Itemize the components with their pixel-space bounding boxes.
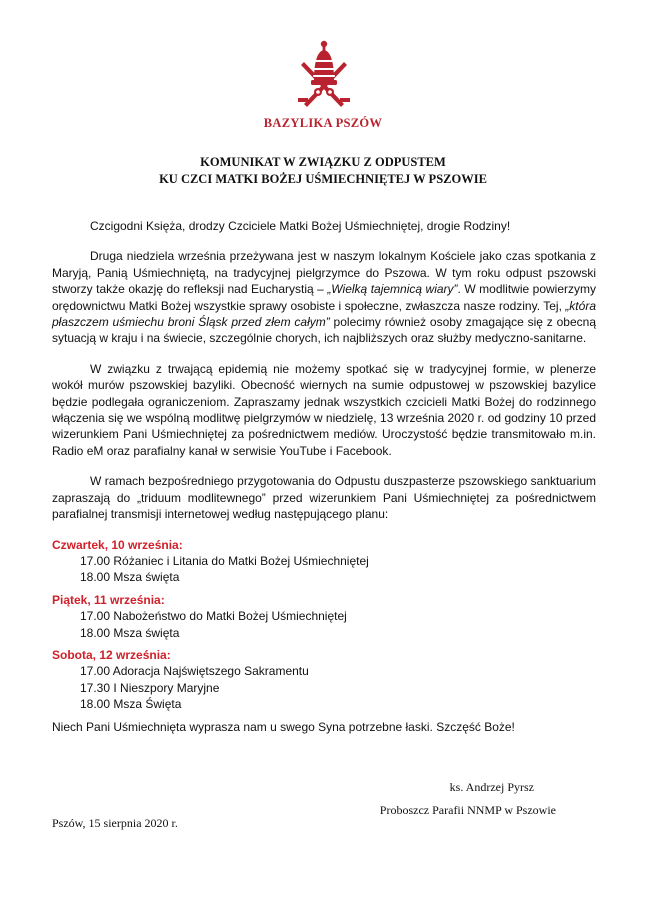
schedule-day-saturday	[52, 647, 596, 713]
place-date: Pszów, 15 sierpnia 2020 r.	[52, 816, 178, 830]
page-title	[0, 154, 646, 188]
schedule-item: 17.00 Nabożeństwo do Matki Bożej Uśmiechniętej	[80, 609, 347, 624]
quote-plaszczem-usmiechu: „która płaszczem uśmiechu broni Śląsk przed złem całym”	[52, 298, 596, 330]
paragraph-1-part-e: polecimy również osoby zmagające się z obecną sytuacją w kraju i na świecie, szczególnie chorych, ich najbliższych oraz służby medyczno-sanitarne.	[52, 315, 596, 346]
signature-role: Proboszcz Parafii NNMP w Pszowie	[379, 803, 556, 817]
paragraph-1-part-a: Druga niedziela września przeżywana jest w naszym lokalnym Kościele jako czas spotkania z Maryją, Panią Uśmiechniętą, na tradycyjnej pielgrzymce do Pszowa. W tym roku odpust pszowski stworzy także okazję do refleksji nad Eucharystią –	[52, 249, 596, 297]
signature-name: ks. Andrzej Pyrsz	[449, 780, 534, 794]
schedule-item: 17.00 Adoracja Najświętszego Sakramentu	[80, 664, 309, 679]
quote-wielka-tajemnica: „Wielką tajemnicą wiary”	[327, 282, 458, 297]
signature-block	[380, 776, 556, 822]
schedule-item: 18.00 Msza święta	[80, 570, 180, 585]
letter-body	[52, 218, 596, 735]
schedule-item: 18.00 Msza Święta	[80, 697, 182, 712]
schedule-day-thursday	[52, 537, 596, 586]
schedule-day-friday	[52, 592, 596, 641]
day-heading: Sobota, 12 września:	[52, 647, 171, 662]
schedule-item: 17.00 Różaniec i Litania do Matki Bożej Uśmiechniętej	[80, 553, 369, 568]
brand-name: BAZYLIKA PSZÓW	[263, 116, 383, 130]
schedule	[52, 537, 596, 713]
paragraph-1	[52, 248, 596, 346]
papal-tiara-keys-emblem-icon	[296, 40, 352, 108]
day-heading: Piątek, 11 września:	[52, 592, 165, 607]
paragraph-3: W ramach bezpośredniego przygotowania do Odpustu duszpasterze pszowskiego sanktuarium zapraszają do „triduum modlitewnego” przed wizerunkiem Pani Uśmiechniętej za pośrednictwem parafialnej transmisji internetowej według następującego planu:	[52, 474, 596, 522]
schedule-item: 18.00 Msza święta	[80, 625, 180, 640]
title-line-2: KU CZCI MATKI BOŻEJ UŚMIECHNIĘTEJ W PSZOWIE	[159, 172, 487, 186]
closing-line: Niech Pani Uśmiechnięta wyprasza nam u swego Syna potrzebne łaski. Szczęść Boże!	[52, 719, 515, 734]
title-line-1: KOMUNIKAT W ZWIĄZKU Z ODPUSTEM	[200, 155, 446, 169]
greeting: Czcigodni Księża, drodzy Czciciele Matki Bożej Uśmiechniętej, drogie Rodziny!	[90, 219, 511, 233]
paragraph-1-part-c: . W modlitwie powierzymy orędownictwu Matki Bożej wszystkie sprawy osobiste i społeczne, zwłaszcza nasze rodziny. Tej,	[52, 282, 596, 313]
schedule-item: 17.30 I Nieszpory Maryjne	[80, 680, 220, 695]
day-heading: Czwartek, 10 września:	[52, 537, 183, 552]
paragraph-2: W związku z trwającą epidemią nie możemy spotkać się w tradycyjnej formie, w plenerze wokół murów pszowskiej bazyliki. Obecność wiernych na sumie odpustowej w pszowskiej bazylice będzie podlegała ograniczeniom. Zapraszamy jednak wszystkich czcicieli Matki Bożej do rodzinnego włączenia się we wspólną modlitwę pielgrzymów w niedzielę, 13 września 2020 r. od godziny 10 przed wizerunkiem Pani Uśmiechniętej za pośrednictwem mediów. Uroczystość będzie transmitowało m.in. Radio eM oraz parafialny kanał w serwisie YouTube i Facebook.	[52, 361, 596, 458]
